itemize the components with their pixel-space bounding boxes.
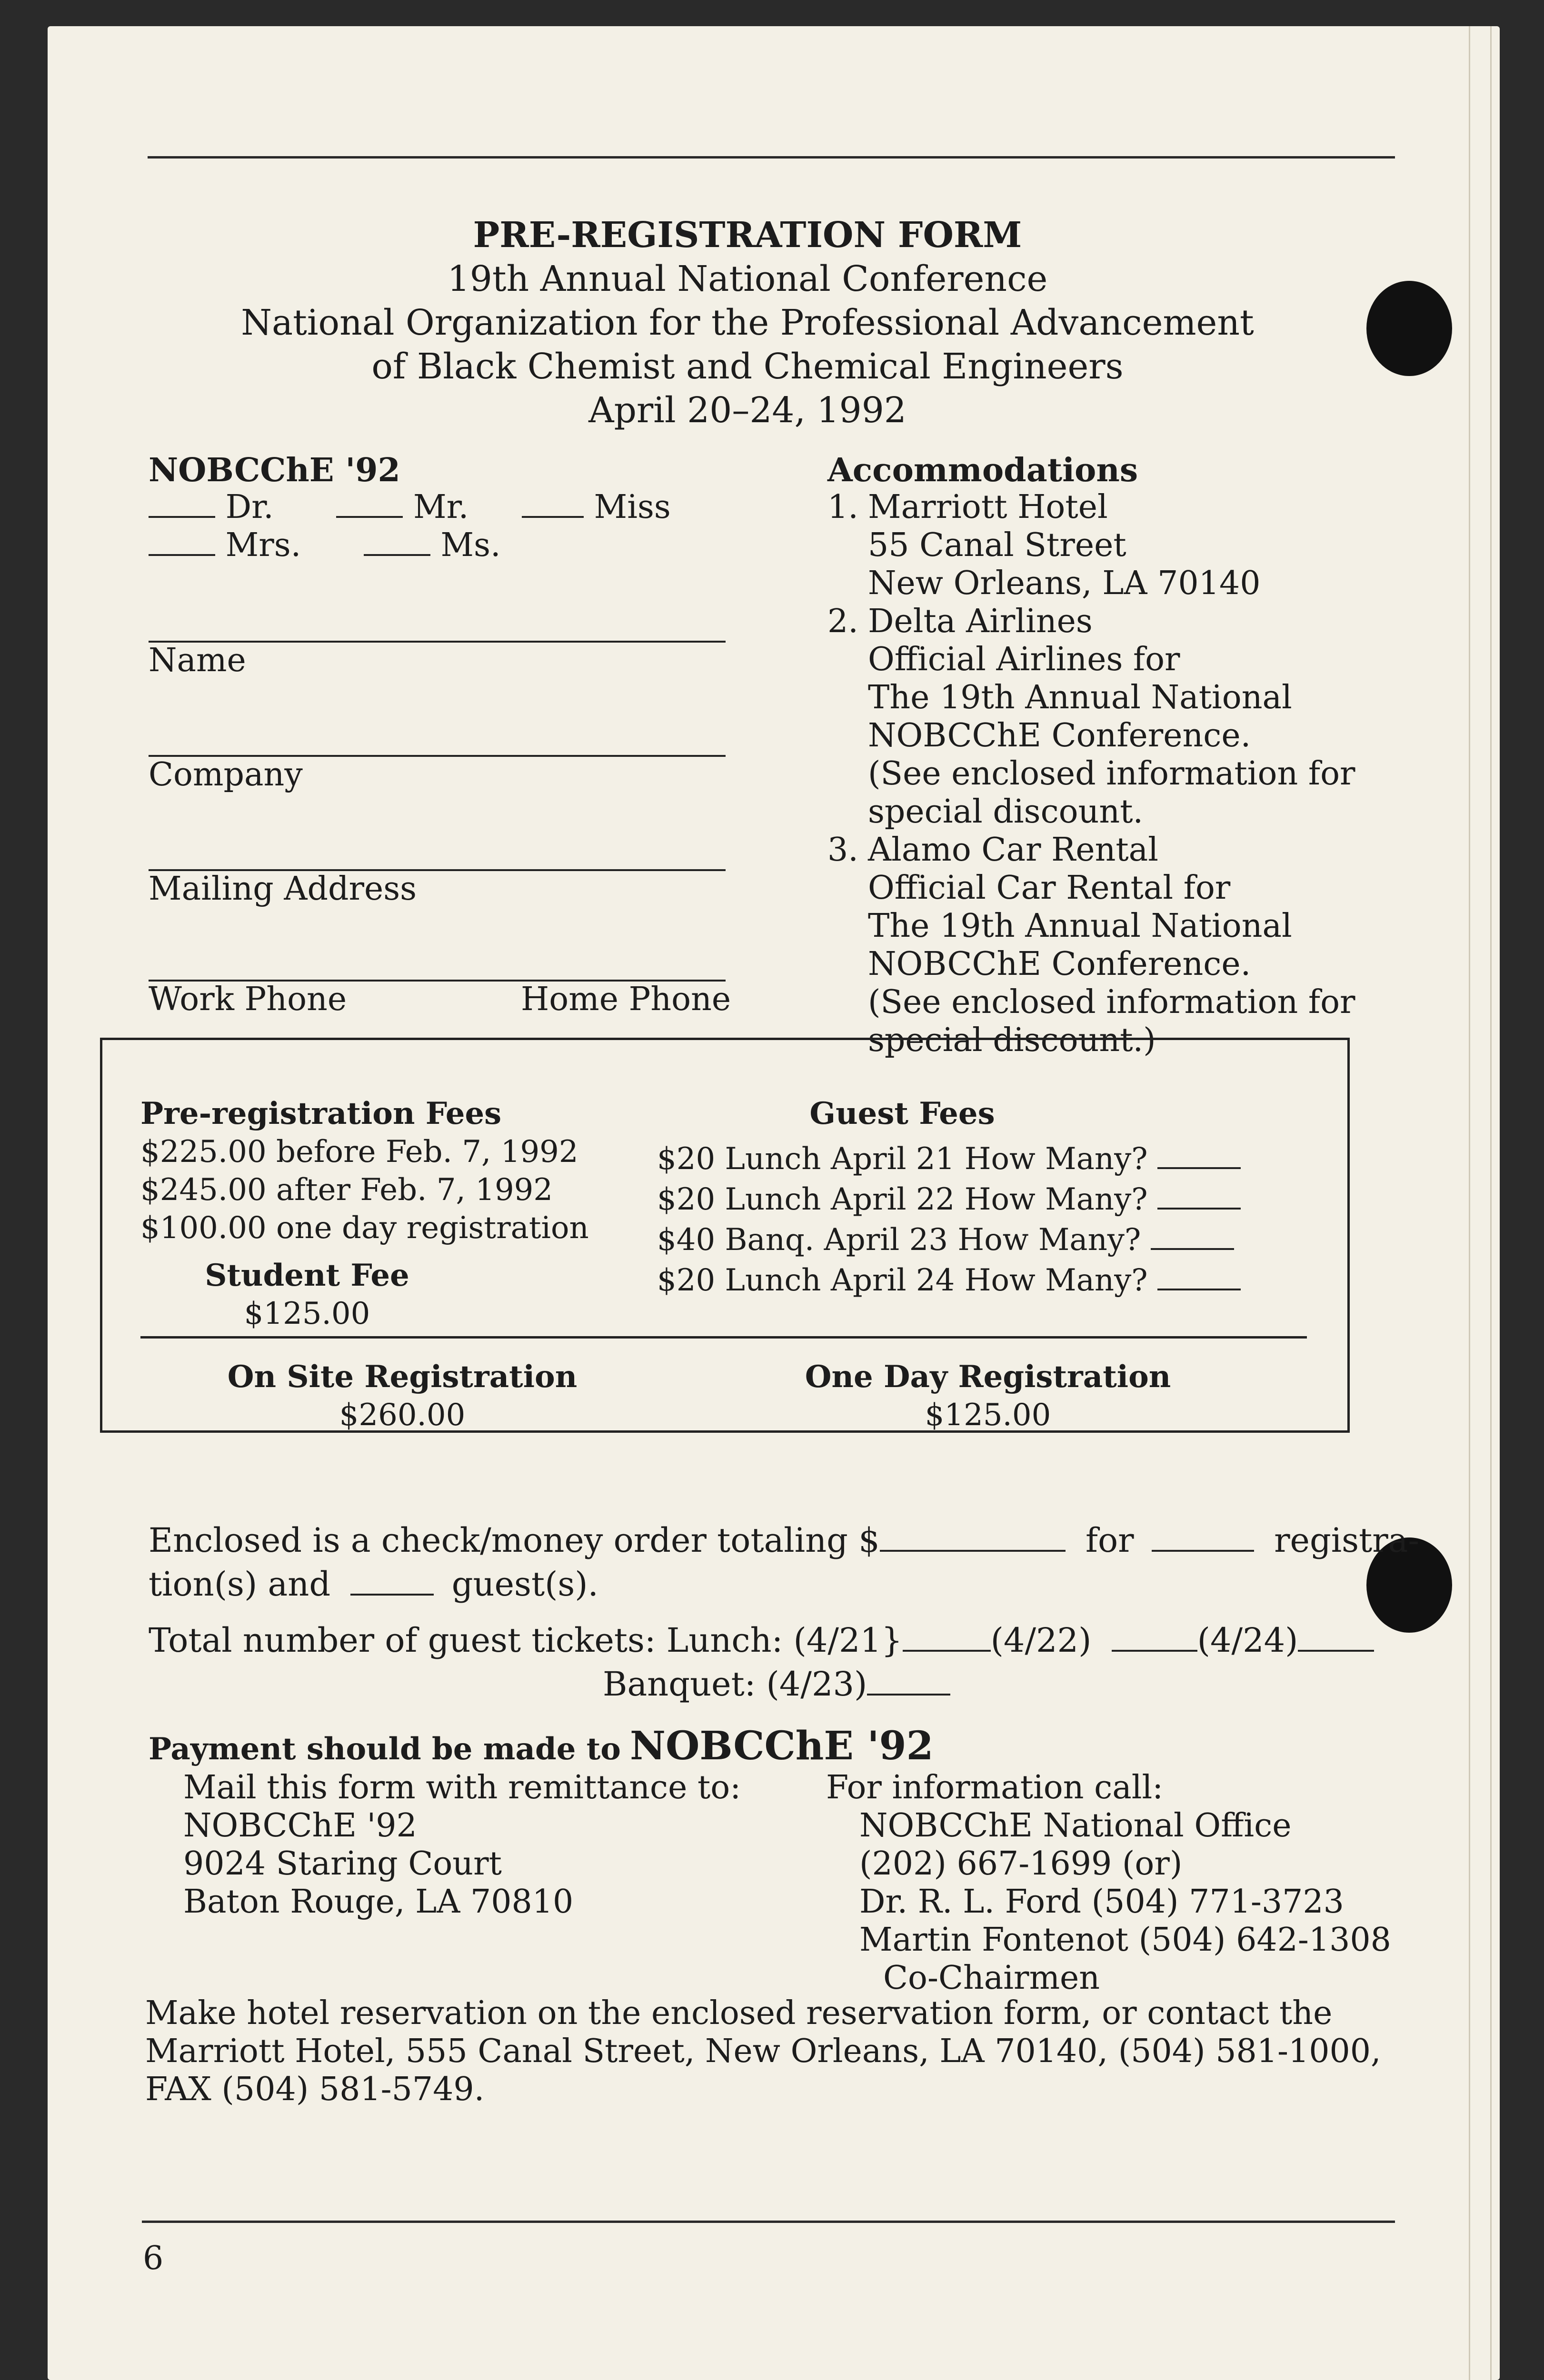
home-phone-label: Home Phone bbox=[521, 981, 731, 1018]
oneday-heading: One Day Registration bbox=[805, 1359, 1171, 1395]
work-phone-label: Work Phone bbox=[149, 981, 347, 1018]
accommodation-item bbox=[827, 831, 1355, 1060]
item-number: 1. bbox=[827, 488, 858, 526]
form-header bbox=[143, 213, 1352, 432]
banquet-line bbox=[603, 1662, 950, 1706]
mail-block bbox=[183, 1769, 741, 1921]
ticket-field-422[interactable] bbox=[1112, 1623, 1197, 1652]
info-line: (202) 667-1699 (or) bbox=[859, 1845, 1183, 1883]
student-amount: $125.00 bbox=[244, 1296, 370, 1331]
hotel-note bbox=[145, 1994, 1381, 2109]
prereg-line: $225.00 before Feb. 7, 1992 bbox=[140, 1134, 578, 1170]
registrant-heading: NOBCChE '92 bbox=[149, 451, 400, 489]
fee-box bbox=[100, 1038, 1350, 1433]
form-subtitle: 19th Annual National Conference bbox=[447, 258, 1048, 299]
accommodation-item bbox=[827, 488, 1260, 603]
form-subtitle: of Black Chemist and Chemical Engineers bbox=[371, 346, 1124, 387]
title-blank[interactable] bbox=[522, 489, 584, 518]
enclosed-text: Enclosed is a check/money order totaling $ bbox=[149, 1521, 880, 1560]
prereg-line: $100.00 one day registration bbox=[140, 1210, 589, 1246]
hotel-line: FAX (504) 581-5749. bbox=[145, 2071, 485, 2108]
page-edge bbox=[1469, 26, 1470, 2380]
oneday-amount: $125.00 bbox=[925, 1398, 1051, 1433]
guest-line: $20 Lunch April 24 How Many? bbox=[657, 1263, 1148, 1298]
guest-fees bbox=[655, 1095, 1150, 1133]
item-line: NOBCChE Conference. bbox=[868, 945, 1251, 983]
form-dates: April 20–24, 1992 bbox=[588, 390, 906, 431]
info-line: NOBCChE National Office bbox=[859, 1807, 1292, 1844]
tickets-line bbox=[149, 1618, 1374, 1662]
name-label: Name bbox=[149, 642, 246, 679]
title-row bbox=[149, 526, 501, 565]
item-line: Delta Airlines bbox=[868, 603, 1093, 640]
item-line: 55 Canal Street bbox=[868, 526, 1126, 564]
ticket-field-421[interactable] bbox=[903, 1623, 991, 1652]
enclosed-text: for bbox=[1086, 1521, 1134, 1560]
guest-heading: Guest Fees bbox=[809, 1096, 995, 1131]
mailing-address-label: Mailing Address bbox=[149, 870, 417, 908]
check-total-field[interactable] bbox=[880, 1523, 1066, 1552]
guest-line: $40 Banq. April 23 How Many? bbox=[657, 1222, 1141, 1258]
form-subtitle: National Organization for the Professional Advancement bbox=[241, 302, 1254, 343]
title-row bbox=[149, 488, 671, 526]
item-number: 3. bbox=[827, 831, 858, 869]
how-many-field[interactable] bbox=[1157, 1181, 1241, 1210]
ticket-label-422: (4/22) bbox=[990, 1621, 1092, 1660]
onsite-amount: $260.00 bbox=[339, 1398, 466, 1433]
title-blank[interactable] bbox=[149, 527, 215, 556]
info-line: Martin Fontenot (504) 642-1308 bbox=[859, 1921, 1391, 1959]
student-heading: Student Fee bbox=[205, 1258, 409, 1293]
item-line: special discount.) bbox=[868, 1021, 1156, 1059]
item-line: Official Airlines for bbox=[868, 641, 1180, 678]
item-line: (See enclosed information for bbox=[868, 755, 1355, 793]
enclosed-line bbox=[149, 1518, 1419, 1562]
title-mrs: Mrs. bbox=[225, 526, 301, 564]
enclosed-text: registra- bbox=[1274, 1521, 1420, 1560]
info-line: Co-Chairmen bbox=[883, 1959, 1100, 1997]
title-miss: Miss bbox=[594, 488, 671, 526]
guest-lines bbox=[657, 1140, 1241, 1302]
item-number: 2. bbox=[827, 603, 858, 640]
page-number: 6 bbox=[143, 2240, 164, 2277]
mail-line: Mail this form with remittance to: bbox=[183, 1769, 741, 1806]
prereg-heading: Pre-registration Fees bbox=[140, 1096, 502, 1131]
title-mr: Mr. bbox=[413, 488, 469, 526]
onsite-heading: On Site Registration bbox=[227, 1359, 578, 1395]
onsite-registration bbox=[140, 1358, 664, 1434]
ticket-label-424: (4/24) bbox=[1197, 1621, 1298, 1660]
company-label: Company bbox=[149, 756, 303, 793]
guests-count-field[interactable] bbox=[350, 1567, 434, 1596]
info-line: Dr. R. L. Ford (504) 771-3723 bbox=[859, 1883, 1344, 1921]
top-rule bbox=[148, 156, 1395, 159]
item-line: The 19th Annual National bbox=[868, 907, 1292, 945]
hotel-line: Marriott Hotel, 555 Canal Street, New Orleans, LA 70140, (504) 581-1000, bbox=[145, 2033, 1381, 2070]
item-line: special discount. bbox=[868, 793, 1144, 831]
item-line: Alamo Car Rental bbox=[868, 831, 1158, 869]
info-block bbox=[826, 1769, 1391, 1997]
enclosed-text: guest(s). bbox=[451, 1565, 598, 1604]
info-line: For information call: bbox=[826, 1769, 1164, 1806]
item-line: (See enclosed information for bbox=[868, 983, 1355, 1021]
guest-line: $20 Lunch April 22 How Many? bbox=[657, 1182, 1148, 1217]
student-fee bbox=[140, 1257, 474, 1333]
title-blank[interactable] bbox=[149, 489, 215, 518]
payment-payee: NOBCChE '92 bbox=[630, 1723, 934, 1769]
title-blank[interactable] bbox=[364, 527, 430, 556]
item-line: The 19th Annual National bbox=[868, 679, 1292, 716]
mail-line: 9024 Staring Court bbox=[183, 1845, 502, 1883]
form-title: PRE-REGISTRATION FORM bbox=[473, 215, 1022, 256]
registrations-count-field[interactable] bbox=[1152, 1523, 1254, 1552]
item-line: Official Car Rental for bbox=[868, 869, 1231, 907]
guest-line: $20 Lunch April 21 How Many? bbox=[657, 1141, 1148, 1177]
item-line: NOBCChE Conference. bbox=[868, 717, 1251, 754]
bottom-rule bbox=[142, 2221, 1395, 2223]
how-many-field[interactable] bbox=[1157, 1140, 1241, 1169]
enclosed-line bbox=[149, 1562, 598, 1606]
how-many-field[interactable] bbox=[1151, 1221, 1234, 1250]
mail-line: NOBCChE '92 bbox=[183, 1807, 417, 1844]
ticket-field-424[interactable] bbox=[1298, 1623, 1374, 1652]
payment-heading: Payment should be made to bbox=[149, 1731, 621, 1767]
title-blank[interactable] bbox=[336, 489, 403, 518]
how-many-field[interactable] bbox=[1157, 1262, 1241, 1290]
title-ms: Ms. bbox=[440, 526, 501, 564]
item-line: Marriott Hotel bbox=[868, 488, 1108, 526]
ticket-field-423[interactable] bbox=[867, 1667, 950, 1696]
page-edge bbox=[1490, 26, 1492, 2380]
prereg-fees bbox=[140, 1095, 502, 1133]
item-line: New Orleans, LA 70140 bbox=[868, 565, 1261, 602]
accommodation-item bbox=[827, 603, 1355, 831]
banquet-label: Banquet: (4/23) bbox=[603, 1665, 867, 1704]
mail-line: Baton Rouge, LA 70810 bbox=[183, 1883, 574, 1921]
oneday-registration bbox=[759, 1358, 1216, 1434]
prereg-line: $245.00 after Feb. 7, 1992 bbox=[140, 1172, 553, 1208]
title-dr: Dr. bbox=[225, 488, 274, 526]
binder-hole bbox=[1366, 281, 1452, 376]
tickets-label: Total number of guest tickets: Lunch: (4/21} bbox=[149, 1621, 903, 1660]
hotel-line: Make hotel reservation on the enclosed reservation form, or contact the bbox=[145, 1994, 1333, 2032]
enclosed-text: tion(s) and bbox=[149, 1565, 331, 1604]
accommodations-heading: Accommodations bbox=[827, 451, 1138, 489]
fee-divider bbox=[140, 1336, 1307, 1339]
prereg-lines bbox=[140, 1133, 589, 1247]
payment-heading-row bbox=[149, 1723, 934, 1769]
